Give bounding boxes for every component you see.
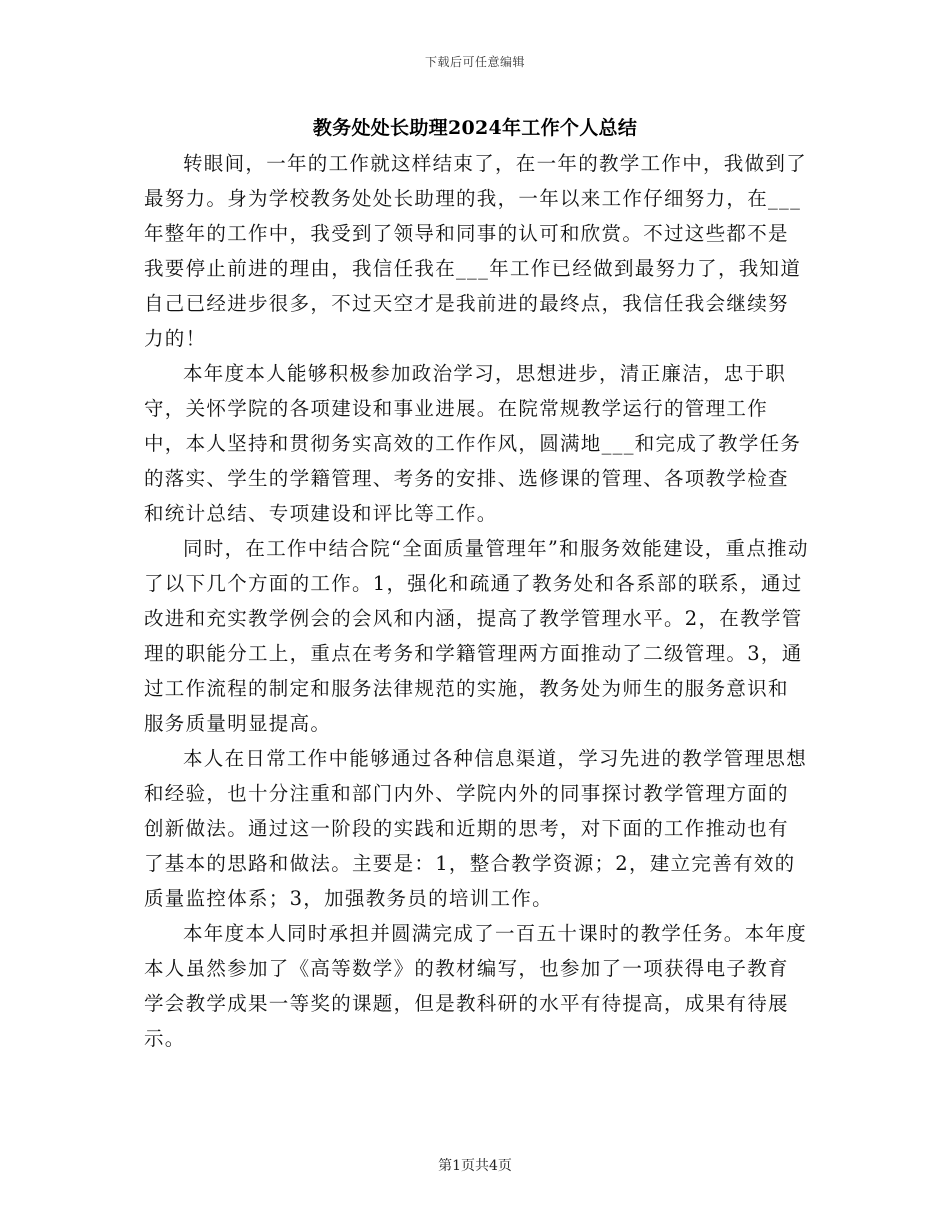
document-title: 教务处处长助理2024年工作个人总结 (312, 117, 638, 139)
paragraph-1: 转眼间，一年的工作就这样结束了，在一年的教学工作中，我做到了最努力。身为学校教务处处长助理的我，一年以来工作仔细努力，在___年整年的工作中，我受到了领导和同事的认可和欣赏。不过这些都不是我要停止前进的理由，我信任我在___年工作已经做到最努力了，我知道自己已经进步很多，不过天空才是我前进的最终点，我信任我会继续努力的！ (144, 152, 808, 350)
page-header-note: 下载后可任意编辑 (424, 55, 525, 69)
paragraph-2: 本年度本人能够积极参加政治学习，思想进步，清正廉洁，忠于职守，关怀学院的各项建设和事业进展。在院常规教学运行的管理工作中，本人坚持和贯彻务实高效的工作作风，圆满地___和完成了教学任务的落实、学生的学籍管理、考务的安排、选修课的管理、各项教学检查和统计总结、专项建设和评比等工作。 (144, 362, 802, 525)
document-body (144, 146, 809, 1056)
paragraph-3: 同时，在工作中结合院“全面质量管理年”和服务效能建设，重点推动了以下几个方面的工作。1，强化和疏通了教务处和各系部的联系，通过改进和充实教学例会的会风和内涵，提高了教学管理水平。2，在教学管理的职能分工上，重点在考务和学籍管理两方面推动了二级管理。3，通过工作流程的制定和服务法律规范的实施，教务处为师生的服务意识和服务质量明显提高。 (144, 537, 809, 735)
paragraph-4: 本人在日常工作中能够通过各种信息渠道，学习先进的教学管理思想和经验，也十分注重和部门内外、学院内外的同事探讨教学管理方面的创新做法。通过这一阶段的实践和近期的思考，对下面的工作推动也有了基本的思路和做法。主要是：1，整合教学资源；2，建立完善有效的质量监控体系；3，加强教务员的培训工作。 (144, 747, 808, 910)
page-number: 第1页共4页 (438, 1158, 512, 1174)
paragraph-5: 本年度本人同时承担并圆满完成了一百五十课时的教学任务。本年度本人虽然参加了《高等数学》的教材编写，也参加了一项获得电子教育学会教学成果一等奖的课题，但是教科研的水平有待提高，成果有待展示。 (144, 922, 808, 1050)
